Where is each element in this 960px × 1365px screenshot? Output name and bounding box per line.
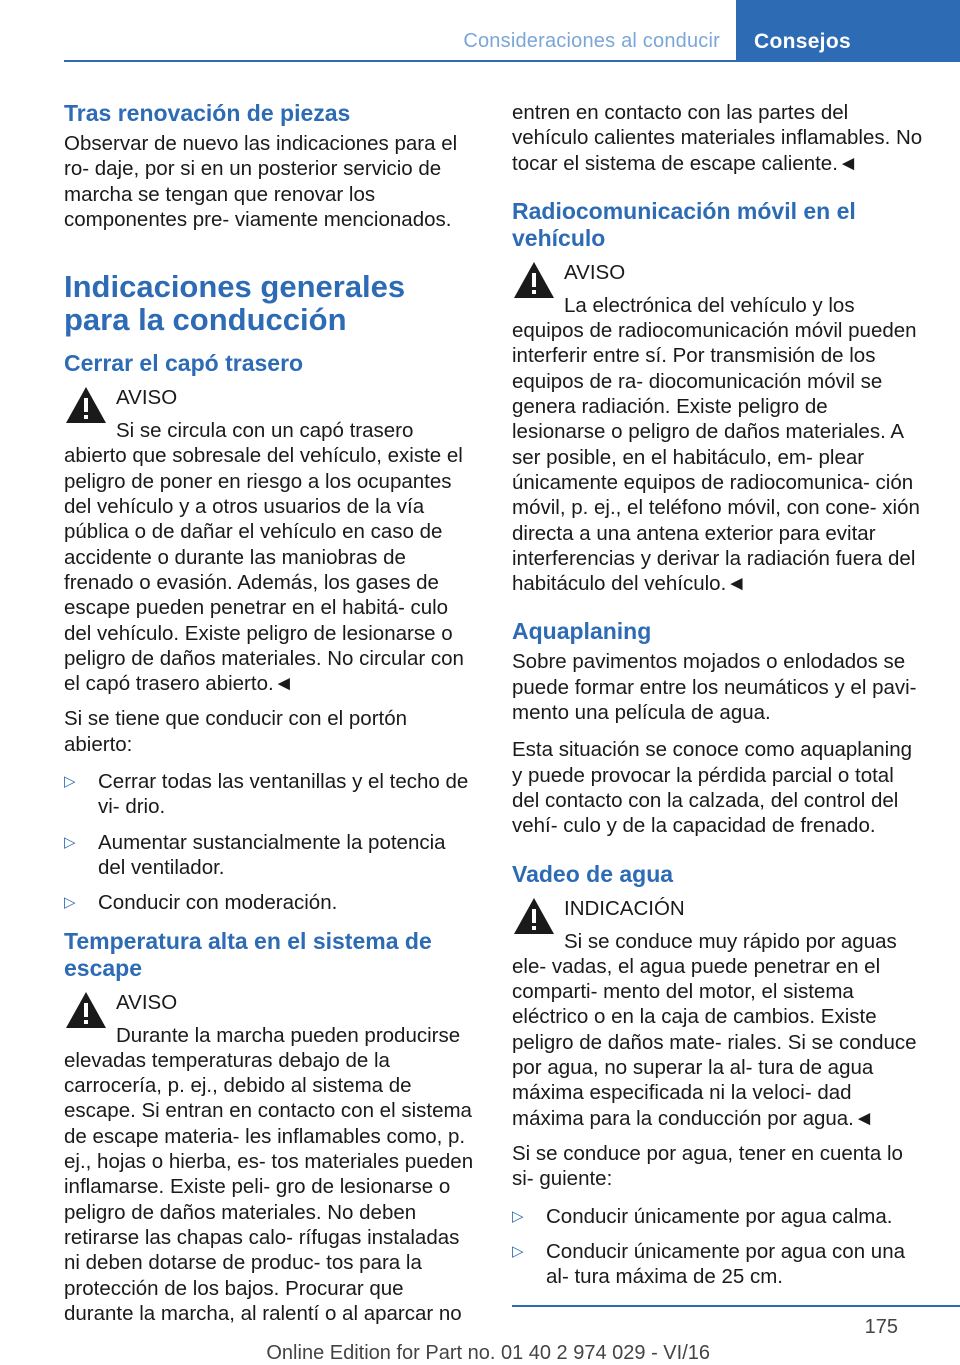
list-item: ▷ Conducir con moderación. <box>64 891 338 915</box>
footer-rule <box>512 1305 960 1307</box>
page-header <box>0 0 960 62</box>
warning-triangle-icon <box>512 896 556 936</box>
header-tab-consejos: Consejos <box>736 0 960 62</box>
edition-footer: Online Edition for Part no. 01 40 2 974 029 - VI/16 <box>266 1342 710 1364</box>
warning-box-vadeo <box>512 896 926 1131</box>
header-rule <box>64 60 960 62</box>
section-title-renovacion: Tras renovación de piezas <box>64 100 351 126</box>
warning-body: Si se circula con un capó trasero abierto que sobresale del vehículo, existe el peligro de poner en riesgo a los ocupantes del vehículo y a otros usuarios de la vía pública o de dañar el vehículo en caso de accidente o durante las maniobras de frenado o evasión. Además, los gases de escape pueden penetrar en el habitá‐ culo del vehículo. Existe peligro de lesionarse o peligro de daños materiales. No circular con el capó trasero abierto.◄ <box>64 419 464 696</box>
paragraph-renovacion: Observar de nuevo las indicaciones para el ro‐ daje, por si en un posterior servicio de marcha se tengan que renovar los componentes pre‐ viamente mencionados. <box>64 132 458 231</box>
paragraph-aquaplaning-1: Sobre pavimentos mojados o enlodados se puede formar entre los neumáticos y el pavi‐ mento una película de agua. <box>512 650 917 725</box>
list-item: ▷ Conducir únicamente por agua con una al‐ tura máxima de 25 cm. <box>512 1239 905 1289</box>
triangle-bullet-icon: ▷ <box>64 833 76 851</box>
warning-title: AVISO <box>564 260 626 284</box>
warning-title: AVISO <box>116 386 178 410</box>
triangle-bullet-icon: ▷ <box>64 894 76 912</box>
warning-triangle-icon <box>64 385 108 425</box>
warning-title: AVISO <box>116 990 178 1014</box>
warning-box-capo <box>64 385 478 696</box>
list-item: ▷ Aumentar sustancialmente la potencia del ventilador. <box>64 830 446 879</box>
section-title-vadeo: Vadeo de agua <box>512 860 674 887</box>
warning-body: Si se conduce muy rápido por aguas ele‐ vadas, el agua puede penetrar en el comparti‐ mento del motor, el sistema eléctrico o en la caja de cambios. Existe peligro de daños mate‐ riales. Si se conduce por agua, no superar la al‐ tura de agua máxima especificada ni la veloci‐ dad máxima para la conducción por agua.◄ <box>512 929 917 1130</box>
triangle-bullet-icon: ▷ <box>64 773 76 791</box>
warning-body: Durante la marcha pueden producirse elevadas temperaturas debajo de la carrocería, p. ej., debido al sistema de escape. Si entran en contacto con el sistema de escape materia‐ les inflamables como, p. ej., hojas o hierba, es‐ tos materiales pueden inflamarse. Existe peli‐ gro de lesionarse o peligro de daños materiales. No deben retirarse las chapas calo‐ rífugas instaladas ni deben dotarse de produc‐ tos para la protección de los bajos. Procurar que durante la marcha, al ralentí o al aparcar no <box>64 1023 474 1325</box>
chapter-title-conduccion: Indicaciones generales para la conducción <box>64 269 406 338</box>
paragraph-continuation: entren en contacto con las partes del vehículo calientes materiales inflamables. No tocar el sistema de escape caliente.◄ <box>512 101 923 175</box>
paragraph-vadeo: Si se conduce por agua, tener en cuenta lo si‐ guiente: <box>512 1141 903 1191</box>
paragraph-porton: Si se tiene que conducir con el portón abierto: <box>64 707 408 756</box>
left-column <box>64 100 478 1336</box>
warning-title: INDICACIÓN <box>564 896 685 920</box>
page-number: 175 <box>864 1316 898 1338</box>
list-vadeo <box>512 1204 926 1290</box>
triangle-bullet-icon: ▷ <box>512 1242 524 1260</box>
warning-box-radiocomunicacion <box>512 260 926 597</box>
list-item: ▷ Cerrar todas las ventanillas y el techo de vi‐ drio. <box>64 770 469 819</box>
paragraph-aquaplaning-2: Esta situación se conoce como aquaplaning y puede provocar la pérdida parcial o total del contacto con la calzada, del control del vehí‐ culo y de la capacidad de frenado. <box>512 738 913 838</box>
warning-body: La electrónica del vehículo y los equipos de radiocomunicación móvil pueden interferir entre sí. Por transmisión de los equipos de ra‐ diocomunicación móvil se genera radiación. Existe peligro de lesionarse o peligro de daños materiales. A ser posible, en el habitáculo, em‐ plear únicamente equipos de radiocomunica‐ ción móvil, p. ej., el teléfono móvil, con cone‐ xión directa a una antena exterior para evitar interferencias y derivar la radiación fuera del habitáculo del vehículo.◄ <box>512 293 920 596</box>
section-title-capo: Cerrar el capó trasero <box>64 350 304 377</box>
section-title-radiocomunicacion: Radiocomunicación móvil en el vehículo <box>512 197 856 251</box>
list-porton <box>64 769 478 915</box>
section-title-temperatura: Temperatura alta en el sistema de escape <box>64 927 432 981</box>
warning-box-temperatura <box>64 990 478 1327</box>
right-column <box>512 100 926 1301</box>
triangle-bullet-icon: ▷ <box>512 1207 524 1225</box>
section-title-aquaplaning: Aquaplaning <box>512 618 652 645</box>
warning-triangle-icon <box>512 260 556 300</box>
warning-triangle-icon <box>64 990 108 1030</box>
list-item: ▷ Conducir únicamente por agua calma. <box>512 1204 893 1228</box>
header-section-title: Consideraciones al conducir <box>463 30 720 52</box>
